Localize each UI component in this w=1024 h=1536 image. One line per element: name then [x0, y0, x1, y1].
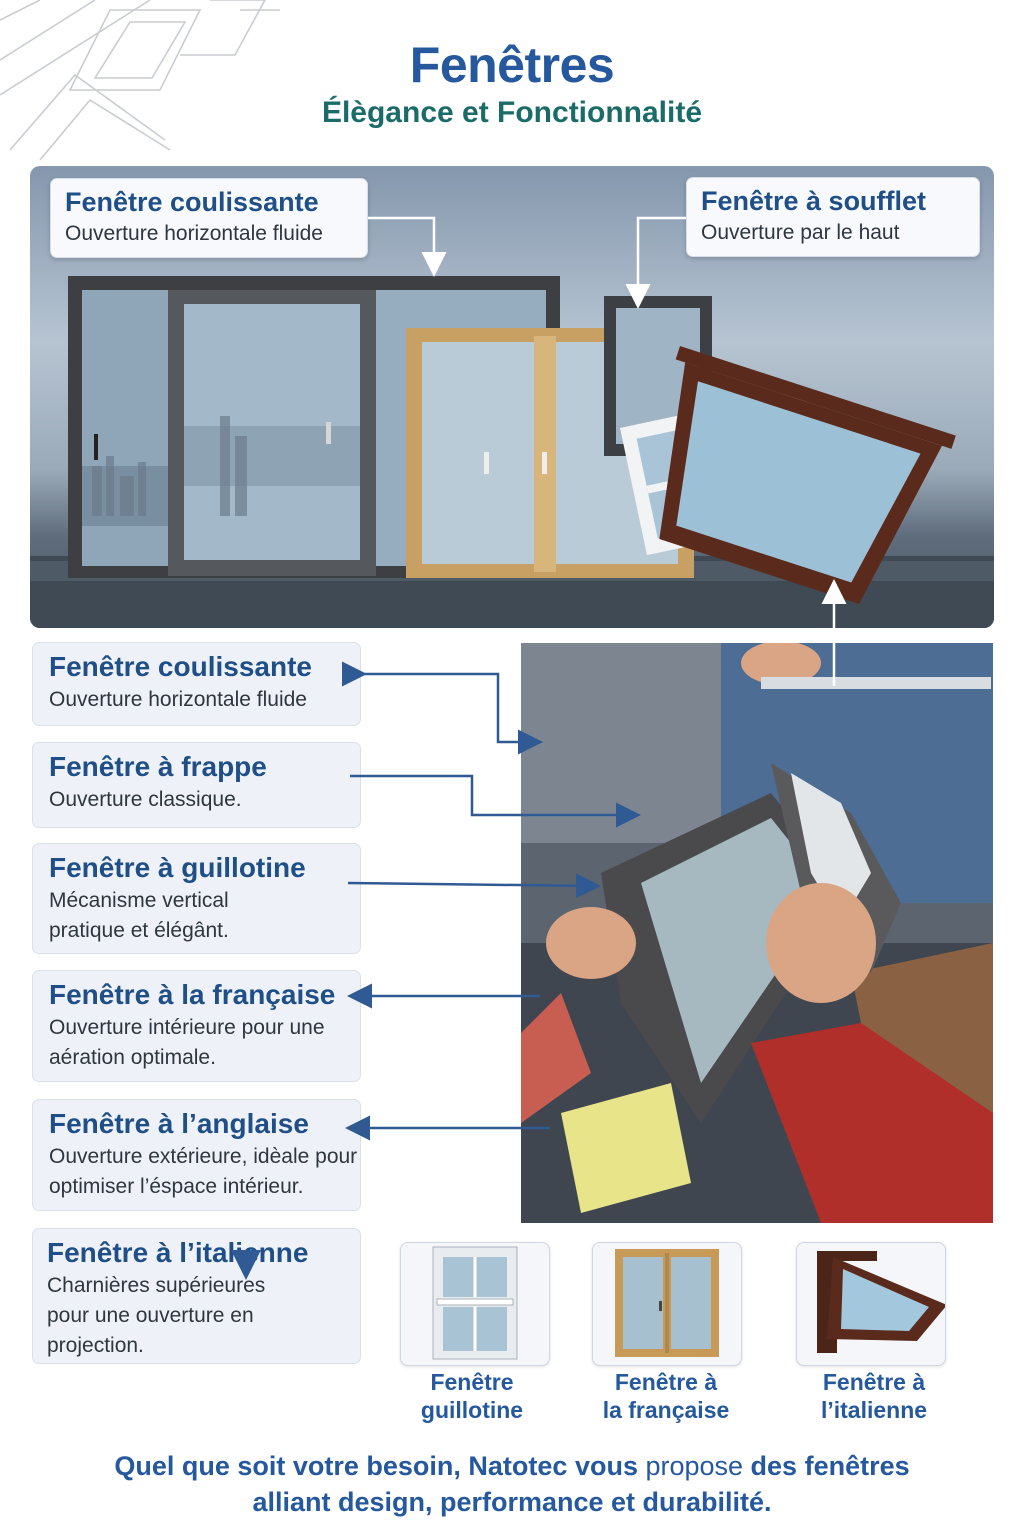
- info-box-text: Mécanisme vertical: [49, 889, 229, 912]
- hero-callout-awning-title: Fenêtre à soufflet: [701, 186, 927, 216]
- info-box-title: Fenêtre à frappe: [49, 751, 267, 782]
- info-box-title: Fenêtre à la française: [49, 979, 336, 1010]
- info-box-anglaise: [32, 1099, 361, 1211]
- info-box-title: Fenêtre coulissante: [49, 651, 312, 682]
- info-box-francaise: [32, 970, 361, 1082]
- info-box-text: Charnières supérieures: [47, 1274, 266, 1297]
- info-box-title: Fenêtre à guillotine: [49, 852, 306, 883]
- info-box-text: Ouverture extérieure, idèale pour: [49, 1145, 358, 1168]
- hero-window-showcase-image: [30, 166, 994, 628]
- info-box-text: optimiser l’éspace intérieur.: [49, 1175, 304, 1198]
- page-title: Fenêtres: [409, 37, 615, 93]
- sash-window-icon: [401, 1243, 549, 1365]
- page-subtitle: Élègance et Fonctionnalité: [321, 96, 703, 129]
- footer-text: des fenêtres: [743, 1451, 910, 1481]
- thumbnail-label-guillotine: [377, 1368, 567, 1424]
- info-box-title: Fenêtre à l’anglaise: [49, 1108, 309, 1139]
- info-box-coulissante: [32, 642, 361, 726]
- awning-window-icon: [797, 1243, 945, 1365]
- info-box-italienne: [32, 1228, 361, 1364]
- thumbnail-label-francaise: [571, 1368, 761, 1424]
- thumbnail-label-line: guillotine: [420, 1397, 524, 1423]
- footer-text: propose: [645, 1451, 744, 1481]
- thumbnail-guillotine: [400, 1242, 550, 1366]
- thumbnail-label-italienne: [779, 1368, 969, 1424]
- info-box-text: aération optimale.: [49, 1046, 216, 1069]
- footer-line-1: [0, 1448, 1024, 1484]
- info-box-text: pour une ouverture en: [47, 1304, 254, 1327]
- footer-line-2: alliant design, performance et durabilité.: [252, 1487, 772, 1517]
- hero-callout-sliding: [50, 178, 368, 258]
- info-box-frappe: [32, 742, 361, 828]
- info-box-text: projection.: [47, 1334, 144, 1357]
- french-window-icon: [593, 1243, 741, 1365]
- info-box-text: Ouverture intérieure pour une: [49, 1016, 325, 1039]
- hero-callout-awning-subtitle: Ouverture par le haut: [701, 221, 900, 244]
- hero-callout-awning: [686, 177, 980, 257]
- thumbnail-francaise: [592, 1242, 742, 1366]
- thumbnail-label-line: la française: [602, 1397, 730, 1423]
- info-box-text: Ouverture horizontale fluide: [49, 688, 307, 711]
- footer-text: Quel que soit votre besoin, Natotec vous: [114, 1451, 646, 1481]
- hero-callout-sliding-title: Fenêtre coulissante: [65, 187, 319, 217]
- thumbnail-label-line: l’italienne: [820, 1397, 928, 1423]
- thumbnail-italienne: [796, 1242, 946, 1366]
- window-profile-photo: [521, 643, 993, 1223]
- info-box-title: Fenêtre à l’italienne: [47, 1237, 309, 1268]
- thumbnail-label-line: Fenêtre: [430, 1369, 514, 1395]
- info-box-text: Ouverture classique.: [49, 788, 242, 811]
- footer-tagline: [0, 1448, 1024, 1520]
- thumbnail-label-line: Fenêtre à: [614, 1369, 718, 1395]
- info-box-guillotine: [32, 843, 361, 954]
- info-box-text: pratique et élégânt.: [49, 919, 229, 942]
- thumbnail-label-line: Fenêtre à: [822, 1369, 926, 1395]
- hero-callout-sliding-subtitle: Ouverture horizontale fluide: [65, 222, 323, 245]
